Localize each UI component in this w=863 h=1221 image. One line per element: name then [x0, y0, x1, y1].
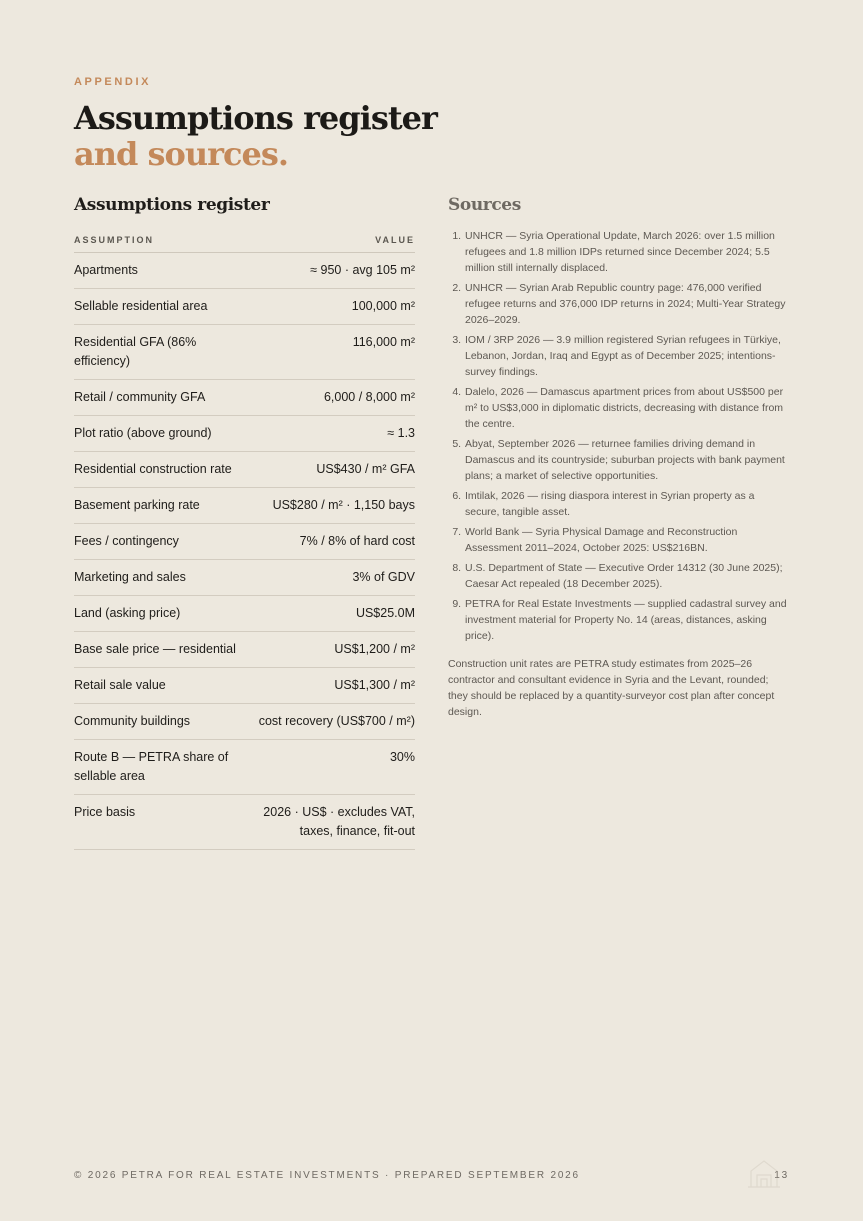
assumption-value: US$280 / m² · 1,150 bays — [272, 498, 415, 512]
assumption-label: Basement parking rate — [74, 498, 200, 512]
assumption-row — [74, 560, 415, 596]
assumption-label: Base sale price — residential — [74, 642, 236, 656]
petra-logo-watermark-icon — [743, 1153, 785, 1195]
assumption-row — [74, 596, 415, 632]
assumption-value: US$430 / m² GFA — [316, 462, 415, 476]
assumptions-table-body — [74, 253, 415, 850]
page-footer — [74, 1170, 789, 1181]
assumption-value: US$1,300 / m² — [334, 678, 415, 692]
assumption-value: ≈ 1.3 — [387, 426, 415, 440]
assumption-label: Residential GFA (86% efficiency) — [74, 335, 197, 368]
assumption-row — [74, 704, 415, 740]
assumption-value: US$25.0M — [355, 606, 415, 620]
assumption-value: 116,000 m² — [352, 335, 415, 349]
assumption-row — [74, 253, 415, 289]
assumption-row — [74, 632, 415, 668]
footer-copyright: © 2026 PETRA FOR REAL ESTATE INVESTMENTS · PREPARED SEPTEMBER 2026 — [74, 1170, 580, 1181]
assumption-label: Route B — PETRA share of sellable area — [74, 750, 229, 783]
source-item: 9. PETRA for Real Estate Investments — supplied cadastral survey and investment material for Property No. 14 (areas, distances, asking price). — [464, 596, 790, 644]
source-item: 6. Imtilak, 2026 — rising diaspora interest in Syrian property as a secure, tangible asset. — [464, 488, 790, 520]
column-header-assumption: ASSUMPTION — [74, 235, 155, 245]
page-number: 13 — [774, 1170, 789, 1181]
assumption-value: US$1,200 / m² — [334, 642, 415, 656]
assumptions-register — [74, 193, 415, 850]
assumption-label: Retail sale value — [74, 678, 166, 692]
column-header-value: VALUE — [375, 235, 415, 245]
assumption-row — [74, 488, 415, 524]
assumption-row — [74, 380, 415, 416]
sources-note: Construction unit rates are PETRA study estimates from 2025–26 contractor and consultant evidence in Syria and the Levant, rounded; they should be replaced by a quantity-surveyor cost plan after concept design. — [448, 658, 775, 718]
assumption-value: 30% — [389, 750, 415, 764]
assumption-label: Price basis — [74, 805, 136, 819]
assumption-value: 3% of GDV — [352, 570, 415, 584]
assumption-row — [74, 795, 415, 850]
assumption-value: 7% / 8% of hard cost — [299, 534, 415, 548]
assumption-label: Community buildings — [74, 714, 191, 728]
assumption-value: 100,000 m² — [351, 299, 415, 313]
assumption-row — [74, 740, 415, 795]
assumption-label: Land (asking price) — [74, 606, 181, 620]
source-item: 4. Dalelo, 2026 — Damascus apartment prices from about US$500 per m² to US$3,000 in diplomatic districts, decreasing with distance from the centre. — [464, 384, 790, 432]
assumption-value: ≈ 950 · avg 105 m² — [310, 263, 415, 277]
source-item: 2. UNHCR — Syrian Arab Republic country page: 476,000 verified refugee returns and 376,000 IDP returns in 2024; Multi-Year Strategy 2026–2029. — [464, 280, 790, 328]
assumption-row — [74, 325, 415, 380]
assumption-row — [74, 289, 415, 325]
assumptions-heading: Assumptions register — [74, 195, 270, 215]
source-item: 1. UNHCR — Syria Operational Update, March 2026: over 1.5 million refugees and 1.8 million IDPs returned since December 2024; 5.5 million still internally displaced. — [464, 228, 790, 276]
assumption-label: Sellable residential area — [74, 299, 208, 313]
page-title — [74, 100, 437, 172]
assumption-label: Residential construction rate — [74, 462, 232, 476]
sources-heading: Sources — [448, 195, 521, 215]
page-title-line1: Assumptions register — [74, 99, 437, 137]
source-item: 8. U.S. Department of State — Executive Order 14312 (30 June 2025); Caesar Act repealed (18 December 2025). — [464, 560, 790, 592]
assumption-value: 2026 · US$ · excludes VAT, taxes, finance, fit-out — [263, 805, 415, 838]
assumption-row — [74, 668, 415, 704]
assumption-label: Retail / community GFA — [74, 390, 206, 404]
assumption-row — [74, 524, 415, 560]
assumption-label: Fees / contingency — [74, 534, 179, 548]
assumption-label: Apartments — [74, 263, 138, 277]
assumption-label: Marketing and sales — [74, 570, 186, 584]
assumption-row — [74, 452, 415, 488]
source-item: 3. IOM / 3RP 2026 — 3.9 million registered Syrian refugees in Türkiye, Lebanon, Jordan, Iraq and Egypt as of December 2025; intentions-survey findings. — [464, 332, 790, 380]
source-item: 5. Abyat, September 2026 — returnee families driving demand in Damascus and its countryside; suburban projects with bank payment plans; a market of selective opportunities. — [464, 436, 790, 484]
section-eyebrow: APPENDIX — [74, 76, 152, 88]
sources-list — [448, 228, 790, 644]
assumption-value: 6,000 / 8,000 m² — [323, 390, 415, 404]
assumption-row — [74, 416, 415, 452]
assumption-label: Plot ratio (above ground) — [74, 426, 212, 440]
assumptions-table-header — [74, 235, 415, 253]
page-title-line2: and sources. — [74, 135, 288, 173]
assumption-value: cost recovery (US$700 / m²) — [258, 714, 415, 728]
source-item: 7. World Bank — Syria Physical Damage and Reconstruction Assessment 2011–2024, October 2025: US$216BN. — [464, 524, 790, 556]
sources-section — [448, 193, 790, 720]
